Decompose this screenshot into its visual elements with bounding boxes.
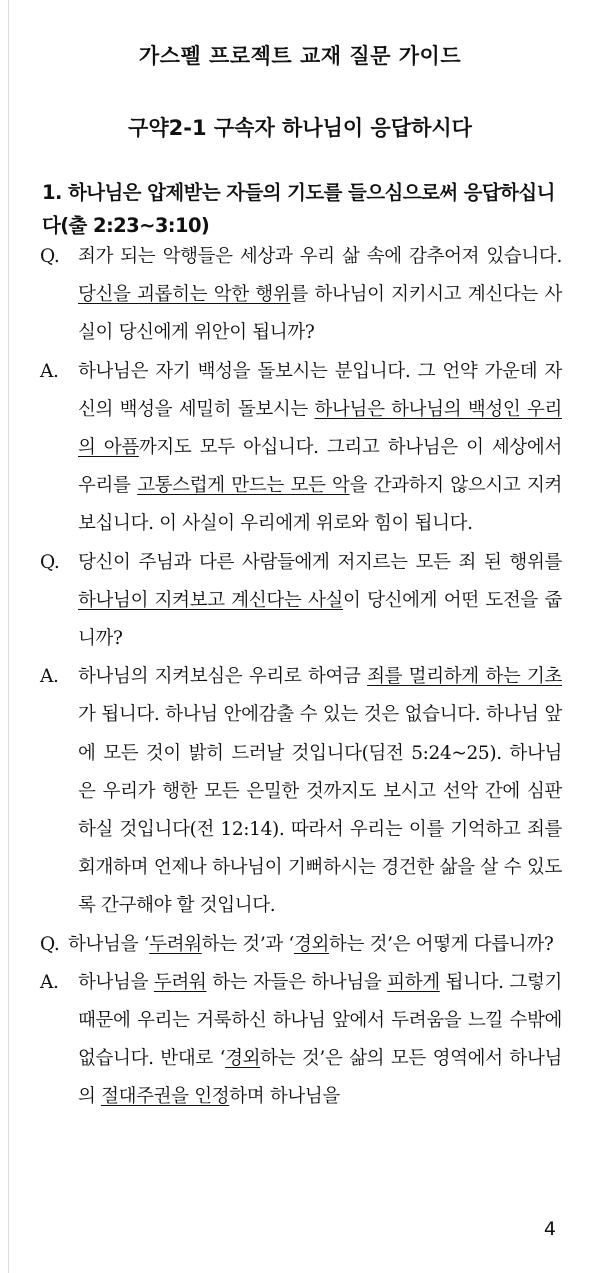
underlined-phrase: 두려워 (153, 971, 207, 993)
text-segment: 까지도 모두 아십니다. 그리고 하나님은 이 세상에서 우리를 (78, 437, 562, 497)
text-segment: 하는 것’과 ‘ (201, 933, 294, 955)
underlined-phrase: 고통스럽게 만드는 모든 악 (137, 475, 350, 497)
answer-block (40, 964, 562, 1117)
text-segment: 하는 것’은 삶의 모든 영역에서 하나님의 (78, 1048, 562, 1108)
answer-marker: A. (40, 360, 59, 382)
qa-text (78, 361, 562, 535)
text-segment: 당신이 주님과 다른 사람들에게 저지르는 모든 죄 된 행위를 (78, 551, 562, 573)
underlined-phrase: 하나님이 지켜보고 계신다는 사실 (78, 589, 343, 611)
qa-text (78, 246, 562, 343)
question-marker: Q. (40, 246, 60, 267)
question-block (40, 544, 562, 659)
qa-text (78, 972, 562, 1108)
question-block (40, 926, 562, 964)
qa-list (40, 238, 562, 1117)
answer-marker: A. (40, 666, 59, 688)
text-segment: 를 하나님이 지키시고 계신다는 사실이 당신에게 위안이 됩니까? (78, 284, 562, 344)
text-segment: 하나님을 ‘ (68, 933, 150, 955)
qa-text (78, 552, 562, 649)
text-segment: 을 간과하지 않으시고 지켜보십니다. 이 사실이 우리에게 위로와 힘이 됩니다. (78, 475, 563, 535)
underlined-phrase: 경외 (293, 933, 329, 955)
page-number: 4 (543, 1218, 556, 1240)
text-segment: 하는 자들은 하나님을 (206, 971, 388, 993)
text-segment: 하나님을 (78, 971, 154, 993)
answer-marker: A. (40, 971, 59, 993)
text-segment: 가 됩니다. 하나님 안에감출 수 있는 것은 없습니다. 하나님 앞에 모든 것이 밝히 드러날 것입니다(딤전 5:24~25). 하나님은 우리가 행한 모든 은밀한 것까지도 보시고 선악 간에 심판하실 것입니다(전 12:14). 따라서 우리는 이를 기억하고 죄를 회개하며 언제나 하나님이 기뻐하시는 경건한 삶을 살 수 있도록 간구해야 할 것입니다. (78, 704, 562, 917)
lesson-title: 구약2-1 구속자 하나님이 응답하시다 (128, 116, 472, 140)
text-segment: 하며 하나님을 (229, 1086, 340, 1108)
section-heading: 1. 하나님은 압제받는 자들의 기도를 들으심으로써 응답하십니다(출 2:23~3:10) (42, 181, 555, 237)
underlined-phrase: 경외 (225, 1048, 261, 1070)
text-segment: 하나님은 자기 백성을 돌보시는 분입니다. 그 언약 가운데 자신의 백성을 세밀히 돌보시는 (78, 360, 562, 420)
answer-block (40, 353, 562, 544)
underlined-phrase: 하나님은 하나님의 백성인 우리의 아픔 (78, 398, 562, 459)
underlined-phrase: 죄를 멀리하게 하는 기초 (367, 666, 562, 688)
question-marker: Q. (40, 933, 60, 955)
text-segment: 이 당신에게 어떤 도전을 줍니까? (78, 589, 562, 650)
text-segment: 죄가 되는 악행들은 세상과 우리 삶 속에 감추어져 있습니다. (78, 246, 562, 267)
qa-text (78, 666, 562, 916)
question-block (40, 238, 562, 353)
underlined-phrase: 절대주권을 인정 (101, 1086, 230, 1108)
question-marker: Q. (40, 551, 60, 573)
text-segment: 하나님의 지켜보심은 우리로 하여금 (78, 666, 368, 688)
qa-text (68, 934, 553, 955)
text-segment: 하는 것’은 어떻게 다릅니까? (329, 933, 554, 955)
underlined-phrase: 두려워 (149, 933, 202, 955)
underlined-phrase: 당신을 괴롭히는 악한 행위 (78, 284, 291, 306)
text-segment: 됩니다. 그렇기 때문에 우리는 거룩하신 하나님 앞에서 두려움을 느낄 수밖에 없습니다. 반대로 ‘ (78, 971, 562, 1070)
underlined-phrase: 피하게 (387, 971, 440, 993)
guide-title: 가스펠 프로젝트 교재 질문 가이드 (138, 44, 462, 68)
answer-block (40, 658, 562, 925)
page-edge-line (8, 0, 9, 1273)
